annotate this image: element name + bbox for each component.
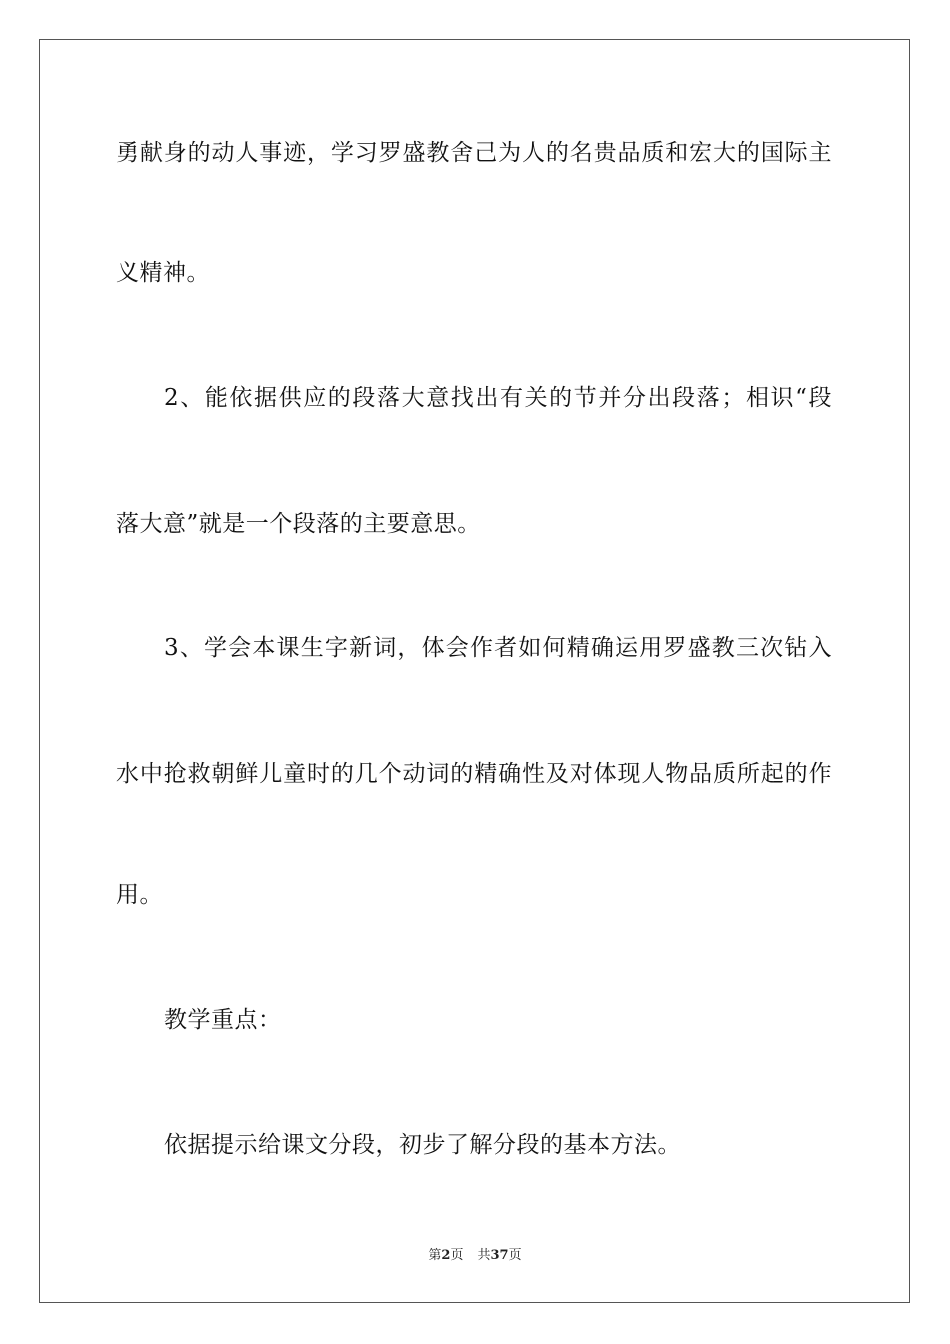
- footer-total-number: 37: [490, 1248, 509, 1263]
- footer-page-prefix: 第: [428, 1248, 442, 1263]
- body-line-3: 2、能依据供应的段落大意找出有关的节并分出段落；相识“段: [164, 385, 832, 411]
- footer-total-prefix: 共: [477, 1248, 491, 1263]
- body-line-1: 勇献身的动人事迹，学习罗盛教舍己为人的名贵品质和宏大的国际主: [116, 140, 832, 166]
- footer-page-number: 2: [441, 1248, 451, 1263]
- footer-page-suffix: 页: [450, 1248, 464, 1263]
- body-line-2: 义精神。: [116, 260, 210, 286]
- body-line-7: 用。: [116, 882, 163, 908]
- body-line-9: 依据提示给课文分段，初步了解分段的基本方法。: [164, 1132, 681, 1158]
- section-heading: 教学重点：: [164, 1007, 282, 1033]
- page-footer: [0, 1247, 950, 1265]
- footer-total-suffix: 页: [508, 1248, 522, 1263]
- page-border: [39, 39, 910, 1303]
- body-line-6: 水中抢救朝鲜儿童时的几个动词的精确性及对体现人物品质所起的作: [116, 761, 832, 787]
- body-line-4: 落大意”就是一个段落的主要意思。: [116, 511, 481, 537]
- body-line-5: 3、学会本课生字新词，体会作者如何精确运用罗盛教三次钻入: [164, 635, 832, 661]
